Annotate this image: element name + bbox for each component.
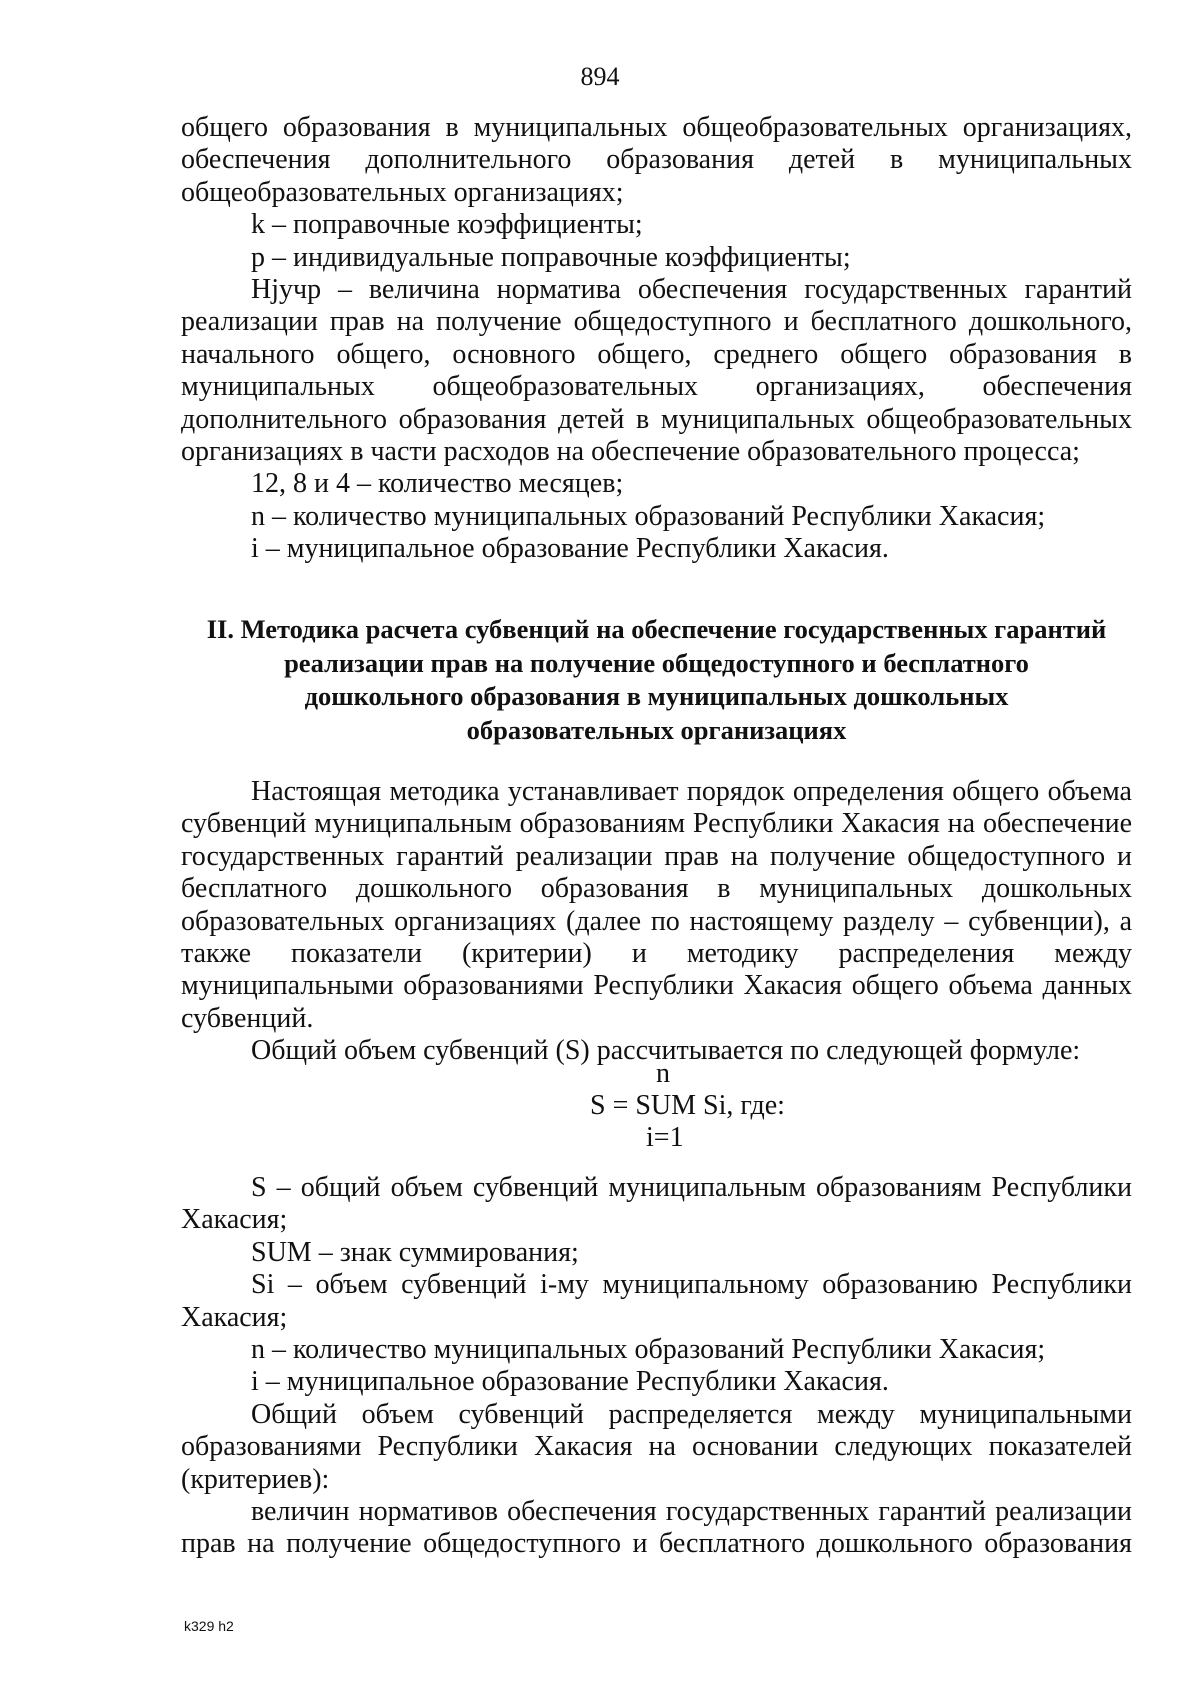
intro-paragraphs (181, 776, 1132, 1068)
paragraph-i-definition: i – муниципальное образование Республики Хакасия. (251, 533, 889, 565)
paragraph-si-definition: Si – объем субвенций i-му муниципальному образованию Республики Хакасия; (181, 1269, 1132, 1333)
paragraph-distribution-criteria: Общий объем субвенций распределяется между муниципальными образованиями Республики Хакасия на основании следующих показателей (критериев): (181, 1398, 1132, 1495)
paragraph-s-definition: S – общий объем субвенций муниципальным образованиям Республики Хакасия; (181, 1172, 1132, 1236)
formula-lower-limit: i=1 (646, 1122, 684, 1153)
paragraph-i-definition: i – муниципальное образование Республики Хакасия. (251, 1366, 889, 1398)
paragraph-methodology-intro: Настоящая методика устанавливает порядок определения общего объема субвенций муниципальным образованиям Республики Хакасия на обеспечение государственных гарантий реализации прав на получение общедоступного и бесплатного дошкольного образования в муниципальных дошкольных образовательных организациях (далее по настоящему разделу – субвенции), а также показатели (критерии) и методику распределения между муниципальными образованиями Республики Хакасия общего объема данных субвенций. (181, 776, 1132, 1034)
paragraph-k-definition: k – поправочные коэффициенты; (251, 209, 643, 241)
heading-line: дошкольного образования в муниципальных дошкольных (304, 681, 1009, 711)
heading-line: образовательных организациях (466, 714, 847, 745)
paragraph-continuation: общего образования в муниципальных общеобразовательных организациях, обеспечения дополнительного образования детей в муниципальных общеобразовательных организациях; (181, 112, 1132, 208)
footer-code: k329 h2 (184, 1618, 234, 1634)
page-number: 894 (580, 62, 620, 91)
heading-line: II. Методика расчета субвенций на обеспечение государственных гарантий (206, 614, 1107, 644)
formula-main: S = SUM Si, где: (590, 1090, 785, 1121)
top-paragraphs (181, 112, 1132, 566)
formula-upper-limit: n (656, 1058, 670, 1089)
paragraph-p-definition: p – индивидуальные поправочные коэффициенты; (251, 241, 851, 273)
paragraph-normative-values: величин нормативов обеспечения государственных гарантий реализации прав на получение общедоступного и бесплатного дошкольного образования (181, 1496, 1132, 1560)
paragraph-hjuchr-definition: Hjучр – величина норматива обеспечения государственных гарантий реализации прав на получение общедоступного и бесплатного дошкольного, начального общего, основного общего, среднего общего образования в муниципальных общеобразовательных организациях, обеспечения дополнительного образования детей в муниципальных общеобразовательных организациях в части расходов на обеспечение образовательного процесса; (181, 274, 1132, 468)
heading-line: реализации прав на получение общедоступного и бесплатного (284, 647, 1029, 678)
paragraph-n-definition: n – количество муниципальных образований Республики Хакасия; (251, 1334, 1046, 1366)
paragraph-sum-definition: SUM – знак суммирования; (251, 1236, 579, 1268)
definitions (181, 1172, 1132, 1561)
section-heading (181, 613, 1132, 747)
paragraph-n-definition: n – количество муниципальных образований Республики Хакасия; (251, 500, 1046, 532)
paragraph-formula-intro: Общий объем субвенций (S) рассчитывается по следующей формуле: (251, 1035, 1081, 1067)
paragraph-months-definition: 12, 8 и 4 – количество месяцев; (251, 468, 624, 500)
